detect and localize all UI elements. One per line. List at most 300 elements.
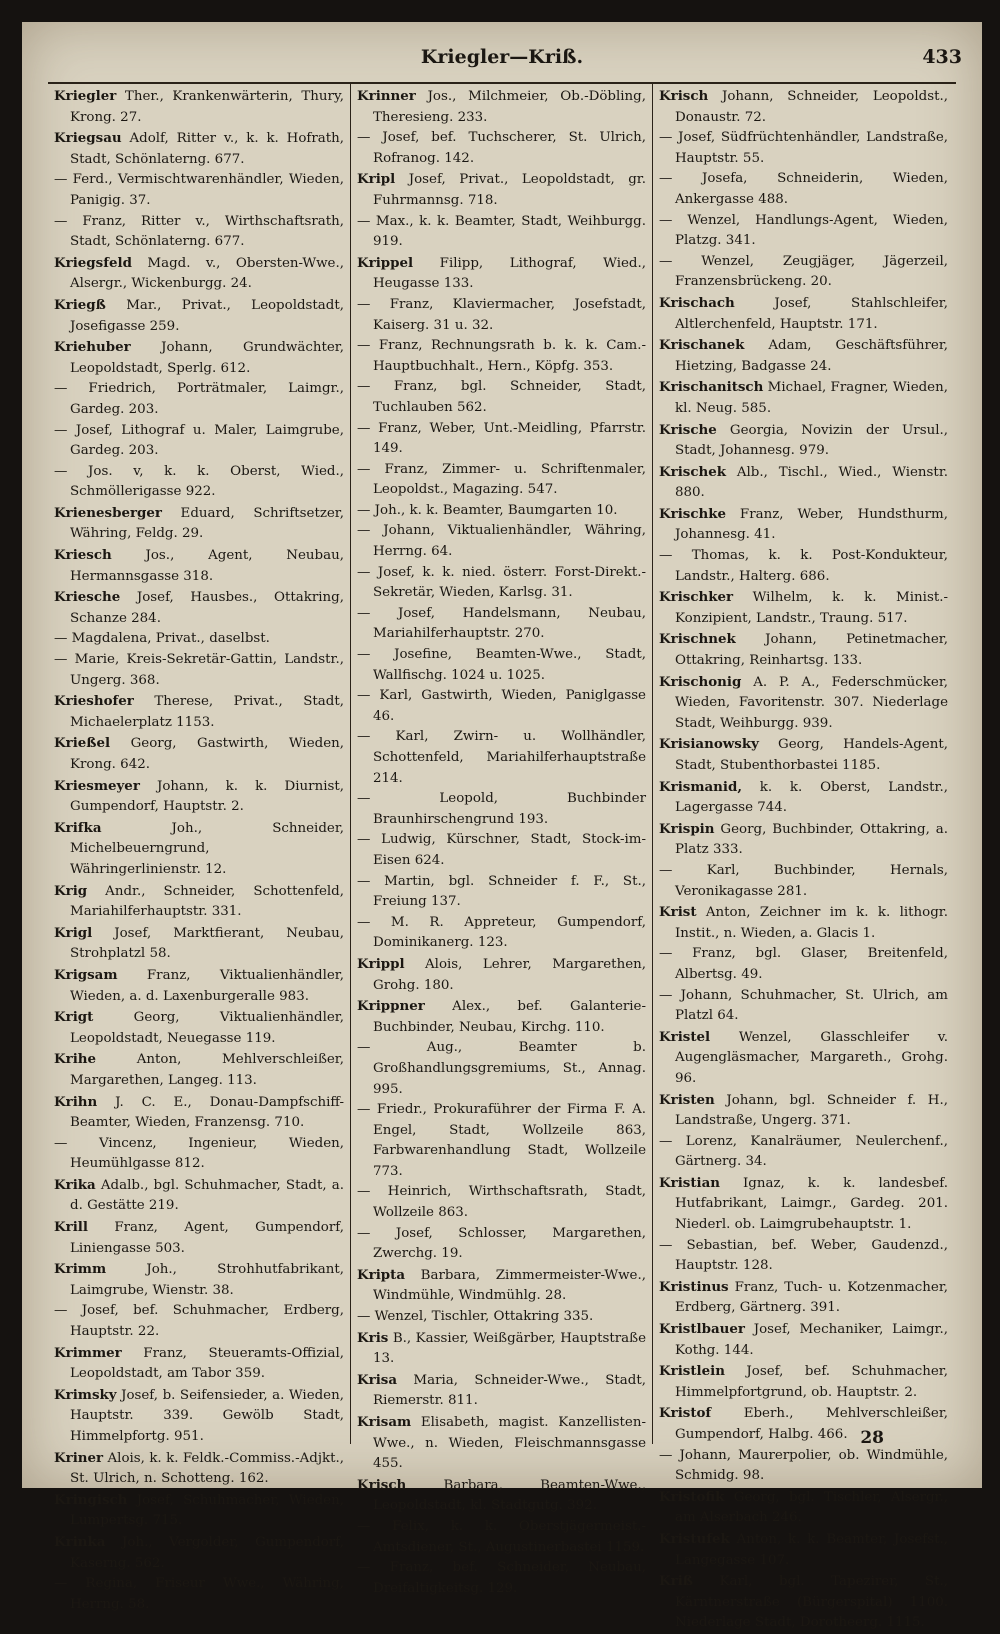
- entry-details: Georg, Handels-Agent, Stadt, Stubenthorbastei 1185.: [675, 737, 948, 773]
- entry-surname: —: [659, 1133, 673, 1149]
- directory-entry: [357, 563, 646, 604]
- directory-entry: [357, 521, 646, 562]
- entry-surname: Krischek: [659, 463, 727, 480]
- entry-surname: Krispin: [659, 820, 715, 837]
- entry-details: Alois, k. k. Feldk.-Commiss.-Adjkt., St. Ulrich, n. Schotteng. 162.: [70, 1450, 344, 1487]
- directory-entry: [54, 691, 344, 733]
- entry-surname: Kriegsau: [54, 130, 122, 147]
- entry-surname: Kriner: [54, 1449, 104, 1466]
- entry-details: Jos., Milchmeier, Ob.-Döbling, Theresieng. 233.: [373, 89, 646, 125]
- entry-details: Leopold, Buchbinder Braunhirschengrund 193.: [370, 791, 646, 827]
- directory-entry: [659, 1173, 948, 1236]
- directory-entry: [54, 379, 344, 420]
- directory-entry: [54, 1259, 344, 1301]
- entry-details: Friedrich, Porträtmaler, Laimgr., Gardeg. 203.: [67, 381, 344, 417]
- column-middle: [350, 84, 652, 1596]
- entry-surname: —: [659, 212, 673, 228]
- entry-surname: —: [357, 873, 371, 889]
- entry-details: Josef, Schlosser, Margarethen, Zwerchg. 19.: [370, 1225, 646, 1262]
- directory-entry: [54, 295, 344, 337]
- entry-surname: —: [357, 647, 371, 663]
- entry-surname: —: [357, 213, 371, 229]
- entry-details: Thomas, k. k. Post-Kondukteur, Landstr., Halterg. 686.: [672, 548, 948, 584]
- directory-entry: [357, 1475, 646, 1517]
- entry-surname: —: [357, 420, 371, 436]
- directory-entry: [659, 377, 948, 419]
- directory-entry: [357, 913, 646, 954]
- entry-surname: Krisam: [357, 1414, 412, 1430]
- entry-details: Wenzel, Zeugjäger, Jägerzeil, Franzensbrückeng. 20.: [672, 253, 948, 290]
- entry-details: Wenzel, Handlungs-Agent, Wieden, Platzg. 341.: [672, 212, 948, 249]
- entry-surname: Kristian: [659, 1174, 721, 1191]
- directory-entry: [659, 819, 948, 861]
- entry-details: Johann, Petinetmacher, Ottakring, Reinhartsg. 133.: [675, 632, 948, 669]
- entry-details: Anton, Mehlverschleißer, Margarethen, Langeg. 113.: [70, 1052, 344, 1088]
- page-number: 433: [922, 46, 962, 68]
- directory-entry: [54, 1301, 344, 1342]
- entry-surname: Kripl: [357, 171, 396, 188]
- directory-entry: [357, 1182, 646, 1223]
- directory-entry: [54, 587, 344, 629]
- entry-surname: Krippner: [357, 998, 425, 1015]
- directory-entry: [54, 1490, 344, 1532]
- entry-surname: Krienesberger: [54, 504, 162, 521]
- directory-entry: [54, 881, 344, 923]
- entry-surname: Krig: [54, 882, 88, 899]
- entry-details: Magdalena, Privat., daselbst.: [67, 631, 270, 647]
- entry-surname: Krigl: [54, 924, 93, 941]
- entry-details: Regina, Friseur Wwe., Währing, Herrng. 58.: [67, 1576, 344, 1612]
- entry-surname: —: [659, 1447, 673, 1463]
- entry-details: Martin, bgl. Schneider f. F., St., Freiung 137.: [370, 873, 646, 910]
- directory-entry: [357, 872, 646, 913]
- entry-surname: Krisch: [659, 88, 709, 104]
- directory-entry: [357, 1224, 646, 1265]
- entry-surname: Krill: [54, 1219, 88, 1236]
- entry-details: Barbara, Zimmermeister-Wwe., Windmühle, Windmühlg. 28.: [373, 1267, 646, 1304]
- entry-details: Adalb., bgl. Schuhmacher, Stadt, a. d. Gestätte 219.: [70, 1177, 344, 1214]
- directory-entry: [357, 1100, 646, 1182]
- entry-surname: Kristof: [659, 1405, 712, 1422]
- entry-surname: Krießel: [54, 735, 111, 752]
- entry-details: Franz, Zimmer- u. Schriftenmaler, Leopoldst., Magazing. 547.: [370, 461, 646, 498]
- entry-surname: Krisa: [357, 1371, 397, 1388]
- directory-entry: [659, 1571, 948, 1634]
- entry-details: Franz, Weber, Unt.-Meidling, Pfarrstr. 149.: [370, 420, 646, 457]
- directory-entry: [659, 902, 948, 944]
- entry-details: Vincenz, Ingenieur, Wieden, Heumühlgasse 812.: [67, 1135, 344, 1172]
- entry-details: Franz, Agent, Gumpendorf, Liniengasse 503.: [70, 1220, 344, 1256]
- entry-details: Anton, Zeichner im k. k. lithogr. Instit., n. Wieden, a. Glacis 1.: [675, 905, 948, 941]
- entry-surname: Krischanitsch: [659, 379, 764, 396]
- entry-surname: Krischker: [659, 589, 734, 606]
- entry-surname: Kripta: [357, 1266, 406, 1283]
- directory-entry: [659, 1487, 948, 1529]
- directory-entry: [357, 336, 646, 377]
- entry-surname: —: [659, 1237, 673, 1253]
- directory-entry: [659, 777, 948, 819]
- directory-entry: [357, 1307, 646, 1328]
- entry-details: Joh., Schneider, Michelbeuerngrund, Währingerlinienstr. 12.: [70, 820, 344, 877]
- directory-entry: [659, 1090, 948, 1132]
- directory-entry: [54, 253, 344, 295]
- entry-surname: Kristofik: [659, 1488, 725, 1505]
- directory-entry: [357, 1328, 646, 1370]
- entry-details: Josef, Privat., Leopoldstadt, gr. Fuhrmannsg. 718.: [373, 172, 646, 208]
- entry-details: Josef, bef. Schuhmacher, Erdberg, Hauptstr. 22.: [67, 1303, 344, 1340]
- entry-details: Elisabeth, magist. Kanzellisten-Wwe., n. Wieden, Fleischmannsgasse 455.: [373, 1415, 646, 1472]
- entry-details: Franz, bgl. Glaser, Breitenfeld, Albertsg. 49.: [672, 946, 948, 982]
- entry-surname: Kriß: [659, 1573, 693, 1590]
- entry-details: Jos. v, k. k. Oberst, Wied., Schmöllerigasse 922.: [67, 463, 344, 500]
- entry-details: Friedr., Prokuraführer der Firma F. A. Engel, Stadt, Wollzeile 863, Farbwarenhandlung Stadt, Wollzeile 773.: [370, 1102, 646, 1179]
- directory-entry: [54, 337, 344, 379]
- entry-details: Josef, Hausbes., Ottakring, Schanze 284.: [70, 590, 344, 626]
- entry-surname: —: [357, 379, 371, 395]
- directory-entry: [357, 460, 646, 501]
- entry-details: Josef, bef. Tuchscherer, St. Ulrich, Rofranog. 142.: [370, 130, 646, 166]
- entry-surname: Kriegsfeld: [54, 254, 132, 271]
- directory-entry: [659, 1361, 948, 1403]
- entry-surname: Krihe: [54, 1051, 97, 1068]
- entry-surname: Kristlbauer: [659, 1321, 745, 1338]
- directory-entry: [54, 1175, 344, 1217]
- directory-entry: [54, 1385, 344, 1448]
- entry-details: Georg, Gastwirth, Wieden, Krong. 642.: [70, 736, 344, 772]
- columns: [48, 82, 956, 1631]
- entry-surname: Kristel: [659, 1028, 711, 1045]
- entry-details: Michael, Fragner, Wieden, kl. Neug. 585.: [675, 380, 948, 416]
- entry-details: Georg, bgl. Tischler, Alsergr., am Alserbach 246.: [675, 1489, 948, 1526]
- entry-details: M. R. Appreteur, Gumpendorf, Dominikanerg. 123.: [370, 914, 646, 951]
- entry-details: Franz, Klaviermacher, Josefstadt, Kaiserg. 31 u. 32.: [370, 296, 646, 333]
- entry-surname: Krischanek: [659, 337, 745, 354]
- entry-surname: Kriesch: [54, 547, 112, 564]
- directory-entry: [54, 629, 344, 650]
- directory-entry: [54, 1343, 344, 1385]
- directory-entry: [659, 1529, 948, 1571]
- entry-surname: —: [659, 130, 673, 146]
- directory-entry: [659, 734, 948, 776]
- entry-details: Franz, Tuch- u. Kotzenmacher, Erdberg, Gärtnerg. 391.: [675, 1279, 948, 1316]
- signature-number: 28: [860, 1428, 884, 1448]
- directory-entry: [659, 546, 948, 587]
- entry-details: Johann, Schneider, Leopoldst., Donaustr. 72.: [675, 89, 948, 125]
- entry-surname: Krismanid,: [659, 778, 743, 795]
- directory-entry: [357, 377, 646, 418]
- directory-entry: [659, 128, 948, 169]
- directory-entry: [659, 420, 948, 462]
- directory-entry: [54, 1448, 344, 1490]
- entry-details: Johann, Grundwächter, Leopoldstadt, Sperlg. 612.: [70, 340, 344, 376]
- entry-surname: —: [357, 130, 371, 146]
- entry-surname: —: [659, 987, 673, 1003]
- directory-entry: [357, 128, 646, 169]
- column-left: [48, 84, 350, 1612]
- entry-surname: —: [357, 832, 371, 848]
- entry-details: Franz, Viktualienhändler, Wieden, a. d. Laxenburgeralle 983.: [70, 967, 344, 1004]
- entry-surname: Krischnek: [659, 631, 736, 648]
- entry-surname: Krisch: [357, 1476, 407, 1493]
- directory-entry: [357, 86, 646, 128]
- entry-details: Franz, Rechnungsrath b. k. k. Cam.-Hauptbuchhalt., Hern., Köpfg. 353.: [370, 338, 646, 374]
- entry-details: Josef, Schuhmacher, Wieden, Lumpertsg. 715.: [70, 1492, 344, 1529]
- entry-surname: Krische: [659, 421, 717, 438]
- directory-entry: [357, 996, 646, 1038]
- entry-details: B., Kassier, Weißgärber, Hauptstraße 13.: [373, 1330, 646, 1367]
- directory-entry: [659, 587, 948, 629]
- entry-details: Josefine, Beamten-Wwe., Stadt, Wallfischg. 1024 u. 1025.: [370, 647, 646, 683]
- entry-surname: Kriegler: [54, 88, 117, 104]
- directory-entry: [54, 1217, 344, 1259]
- directory-entry: [357, 501, 646, 522]
- directory-entry: [54, 965, 344, 1007]
- entry-surname: Kristlein: [659, 1363, 725, 1380]
- entry-details: Alex., bef. Galanterie-Buchbinder, Neubau, Kirchg. 110.: [373, 999, 646, 1035]
- entry-details: Karl, Zwirn- u. Wollhändler, Schottenfeld, Mariahilferhauptstraße 214.: [370, 729, 646, 786]
- directory-entry: [54, 1574, 344, 1615]
- entry-surname: —: [357, 729, 371, 745]
- entry-details: Johann, bgl. Schneider f. H., Landstraße, Ungerg. 371.: [675, 1092, 948, 1129]
- entry-surname: —: [357, 1102, 371, 1118]
- entry-details: Anton, k. k. Beamter, Josefst., Langegasse 107.: [675, 1531, 948, 1568]
- entry-details: Andr., Schneider, Schottenfeld, Mariahilferhauptstr. 331.: [70, 883, 344, 920]
- directory-entry: [357, 954, 646, 996]
- entry-details: Franz, Ritter v., Wirthschaftsrath, Stadt, Schönlaterng. 677.: [67, 213, 344, 250]
- entry-details: Felix, k. k. Oberstjägermeist.-Amtsdiener, St., Augustinerbastei 1159.: [370, 1518, 646, 1555]
- entry-details: Eduard, Schriftsetzer, Währing, Feldg. 29.: [70, 505, 344, 542]
- entry-surname: —: [357, 1309, 371, 1325]
- directory-entry: [357, 253, 646, 295]
- entry-details: Karl, Buchbinder, Hernals, Veronikagasse 281.: [672, 862, 948, 899]
- entry-details: Johann, k. k. Diurnist, Gumpendorf, Hauptstr. 2.: [70, 778, 344, 815]
- entry-surname: Kriegß: [54, 296, 106, 313]
- column-right: [652, 84, 954, 1631]
- directory-entry: [54, 1049, 344, 1091]
- entry-surname: —: [54, 1135, 68, 1151]
- directory-entry: [357, 727, 646, 789]
- entry-details: Georg, Buchbinder, Ottakring, a. Platz 333.: [675, 821, 948, 858]
- entry-details: Filipp, Lithograf, Wied., Heugasse 133.: [373, 255, 646, 292]
- directory-entry: [659, 1403, 948, 1445]
- entry-details: Jos., Agent, Neubau, Hermannsgasse 318.: [70, 548, 344, 584]
- directory-entry: [54, 776, 344, 818]
- entry-surname: —: [54, 463, 68, 479]
- directory-entry: [659, 504, 948, 546]
- entry-surname: —: [659, 253, 673, 269]
- entry-surname: —: [54, 1303, 68, 1319]
- entry-surname: Krigt: [54, 1009, 94, 1026]
- entry-surname: —: [357, 1518, 371, 1534]
- entry-surname: —: [357, 523, 371, 539]
- entry-surname: —: [54, 172, 68, 188]
- directory-entry: [54, 1007, 344, 1049]
- entry-details: Therese, Privat., Stadt, Michaelerplatz 1153.: [70, 694, 344, 730]
- entry-surname: —: [54, 422, 68, 438]
- entry-surname: —: [54, 381, 68, 397]
- entry-surname: —: [659, 171, 673, 187]
- entry-details: Sebastian, bef. Weber, Gaudenzd., Hauptstr. 128.: [672, 1237, 948, 1274]
- entry-details: Georg, Viktualienhändler, Leopoldstadt, Neuegasse 119.: [70, 1010, 344, 1046]
- entry-details: Alois, Lehrer, Margarethen, Grohg. 180.: [373, 956, 646, 993]
- directory-entry: [357, 789, 646, 830]
- entry-surname: Kriesche: [54, 589, 121, 606]
- entry-details: Adam, Geschäftsführer, Hietzing, Badgasse 24.: [675, 338, 948, 374]
- directory-entry: [357, 212, 646, 253]
- directory-entry: [54, 212, 344, 253]
- entry-surname: Krisianowsky: [659, 736, 759, 753]
- entry-details: Adolf, Ritter v., k. k. Hofrath, Stadt, Schönlaterng. 677.: [70, 131, 344, 167]
- entry-details: Magd. v., Obersten-Wwe., Alsergr., Wickenburgg. 24.: [70, 255, 344, 292]
- entry-surname: Krinka: [54, 1533, 106, 1550]
- entry-surname: —: [357, 791, 371, 807]
- entry-surname: Krinner: [357, 88, 416, 104]
- directory-entry: [54, 650, 344, 691]
- entry-details: Johann, Viktualienhändler, Währing, Herrng. 64.: [370, 523, 646, 560]
- directory-entry: [659, 1446, 948, 1487]
- entry-details: Josef, b. Seifensieder, a. Wieden, Hauptstr. 339. Gewölb Stadt, Himmelpfortg. 951.: [70, 1387, 344, 1444]
- entry-surname: —: [357, 461, 371, 477]
- entry-surname: —: [659, 946, 673, 962]
- entry-details: Josef, Südfrüchtenhändler, Landstraße, Hauptstr. 55.: [672, 130, 948, 166]
- entry-surname: —: [357, 502, 371, 518]
- entry-details: Heinrich, Wirthschaftsrath, Stadt, Wollzeile 863.: [370, 1184, 646, 1221]
- directory-entry: [357, 1038, 646, 1100]
- entry-details: Georgia, Novizin der Ursul., Stadt, Johannesg. 979.: [675, 422, 948, 459]
- directory-entry: [357, 1412, 646, 1475]
- directory-entry: [54, 86, 344, 128]
- entry-details: Ludwig, Kürschner, Stadt, Stock-im-Eisen 624.: [370, 832, 646, 868]
- directory-entry: [659, 861, 948, 902]
- directory-entry: [659, 169, 948, 210]
- entry-surname: Kristen: [659, 1091, 715, 1108]
- entry-details: Josef, k. k. nied. österr. Forst-Direkt.-Sekretär, Wieden, Karlsg. 31.: [370, 564, 646, 601]
- entry-details: Josef, Handelsmann, Neubau, Mariahilferhauptstr. 270.: [370, 605, 646, 642]
- entry-details: J. C. E., Donau-Dampfschiff-Beamter, Wieden, Franzensg. 710.: [70, 1094, 344, 1131]
- entry-details: Franz, bef. Schneider, Neubau, Dreifaltigkeitsg. 129.: [370, 1560, 646, 1596]
- entry-surname: Kris: [357, 1329, 389, 1346]
- entry-details: Johann, Schuhmacher, St. Ulrich, am Platzl 64.: [672, 987, 948, 1024]
- entry-surname: —: [357, 1184, 371, 1200]
- entry-surname: Krieshofer: [54, 693, 134, 710]
- entry-surname: Krimsky: [54, 1386, 117, 1403]
- directory-entry: [357, 1517, 646, 1558]
- entry-details: Wilhelm, k. k. Minist.-Konzipient, Landstr., Traung. 517.: [675, 590, 948, 626]
- directory-entry: [659, 462, 948, 504]
- directory-entry: [357, 419, 646, 460]
- directory-page: [22, 22, 982, 1631]
- entry-details: Eberh., Mehlverschleißer, Gumpendorf, Halbg. 466.: [675, 1406, 948, 1442]
- directory-entry: [357, 830, 646, 871]
- entry-surname: Kriesmeyer: [54, 777, 140, 794]
- directory-entry: [659, 986, 948, 1027]
- entry-details: Ignaz, k. k. landesbef. Hutfabrikant, Laimgr., Gardeg. 201. Niederl. ob. Laimgrubehauptstr. 1.: [675, 1175, 948, 1233]
- entry-surname: —: [357, 1225, 371, 1241]
- entry-details: Max., k. k. Beamter, Stadt, Weihburgg. 919.: [370, 213, 646, 250]
- entry-surname: —: [54, 631, 68, 647]
- entry-details: Mar., Privat., Leopoldstadt, Josefigasse 259.: [70, 297, 344, 334]
- entry-surname: —: [659, 862, 673, 878]
- directory-entry: [54, 545, 344, 587]
- entry-surname: —: [54, 1576, 68, 1592]
- entry-surname: Kriehuber: [54, 339, 131, 356]
- entry-surname: —: [357, 1040, 371, 1056]
- directory-entry: [54, 818, 344, 881]
- page-header: [22, 40, 982, 80]
- entry-details: Joh., Vergolder, Gumpendorf, Kaserng. 562.: [70, 1534, 344, 1571]
- entry-details: Franz, Weber, Hundsthurm, Johannesg. 41.: [675, 506, 948, 543]
- entry-surname: Krika: [54, 1176, 96, 1193]
- directory-entry: [54, 421, 344, 462]
- directory-entry: [659, 1277, 948, 1319]
- directory-entry: [54, 1532, 344, 1574]
- entry-surname: Krischke: [659, 505, 727, 522]
- entry-details: Wenzel, Tischler, Ottakring 335.: [370, 1309, 594, 1325]
- entry-surname: —: [659, 548, 673, 564]
- entry-surname: —: [357, 914, 371, 930]
- directory-entry: [357, 1370, 646, 1412]
- entry-surname: Krist: [659, 904, 697, 921]
- directory-entry: [54, 170, 344, 211]
- directory-entry: [659, 944, 948, 985]
- entry-details: Barbara, Beamten-Wwe., Leopoldstadt, kl. Stadtgutg. 392.: [373, 1477, 646, 1514]
- entry-details: A. P. A., Federschmücker, Wieden, Favoritenstr. 307. Niederlage Stadt, Weihburgg. 939.: [675, 674, 948, 731]
- directory-entry: [357, 645, 646, 686]
- entry-details: Joh., Strohhutfabrikant, Laimgrube, Wienstr. 38.: [70, 1262, 344, 1298]
- entry-surname: —: [357, 338, 371, 354]
- directory-entry: [659, 293, 948, 335]
- directory-entry: [54, 503, 344, 545]
- entry-surname: Krischach: [659, 294, 735, 311]
- entry-details: Franz, Steueramts-Offizial, Leopoldstadt, am Tabor 359.: [70, 1345, 344, 1382]
- entry-surname: —: [357, 564, 371, 580]
- entry-details: Lorenz, Kanalräumer, Neulerchenf., Gärtnerg. 34.: [672, 1133, 948, 1170]
- directory-entry: [54, 1134, 344, 1175]
- entry-surname: Krigsam: [54, 966, 118, 983]
- directory-entry: [659, 1319, 948, 1361]
- directory-entry: [357, 1265, 646, 1307]
- entry-details: Joh., k. k. Beamter, Baumgarten 10.: [370, 502, 618, 518]
- directory-entry: [659, 211, 948, 252]
- directory-entry: [54, 923, 344, 965]
- directory-entry: [357, 295, 646, 336]
- directory-entry: [659, 1236, 948, 1277]
- entry-surname: —: [357, 688, 371, 704]
- entry-details: Josefa, Schneiderin, Wieden, Ankergasse 488.: [672, 171, 948, 207]
- entry-details: Franz, bgl. Schneider, Stadt, Tuchlauben 562.: [370, 379, 646, 415]
- entry-details: Josef, Lithograf u. Maler, Laimgrube, Gardeg. 203.: [67, 422, 344, 459]
- directory-entry: [54, 462, 344, 503]
- directory-entry: [659, 86, 948, 128]
- entry-details: Maria, Schneider-Wwe., Stadt, Riemerstr. 811.: [373, 1372, 646, 1409]
- directory-entry: [659, 1132, 948, 1173]
- entry-details: Josef, Stahlschleifer, Altlerchenfeld, Hauptstr. 171.: [675, 295, 948, 332]
- entry-details: Josef, bef. Schuhmacher, Himmelpfortgrund, ob. Hauptstr. 2.: [675, 1364, 948, 1400]
- directory-entry: [659, 629, 948, 671]
- directory-entry: [54, 733, 344, 775]
- entry-details: Marie, Kreis-Sekretär-Gattin, Landstr., Ungerg. 368.: [67, 652, 344, 688]
- directory-entry: [357, 686, 646, 727]
- entry-surname: —: [357, 296, 371, 312]
- entry-surname: Krippl: [357, 955, 405, 972]
- entry-surname: Kringisch: [54, 1491, 128, 1508]
- entry-details: Josef, Marktfierant, Neubau, Strohplatzl 58.: [70, 925, 344, 962]
- entry-details: k. k. Oberst, Landstr., Lagergasse 744.: [675, 779, 948, 816]
- entry-details: Aug., Beamter b. Großhandlungsgremiums, St., Annag. 995.: [370, 1040, 646, 1097]
- entry-surname: Krimm: [54, 1261, 107, 1278]
- entry-surname: Kristinus: [659, 1278, 729, 1295]
- entry-details: Wenzel, Glasschleifer v. Augengläsmacher, Margareth., Grohg. 96.: [675, 1029, 948, 1086]
